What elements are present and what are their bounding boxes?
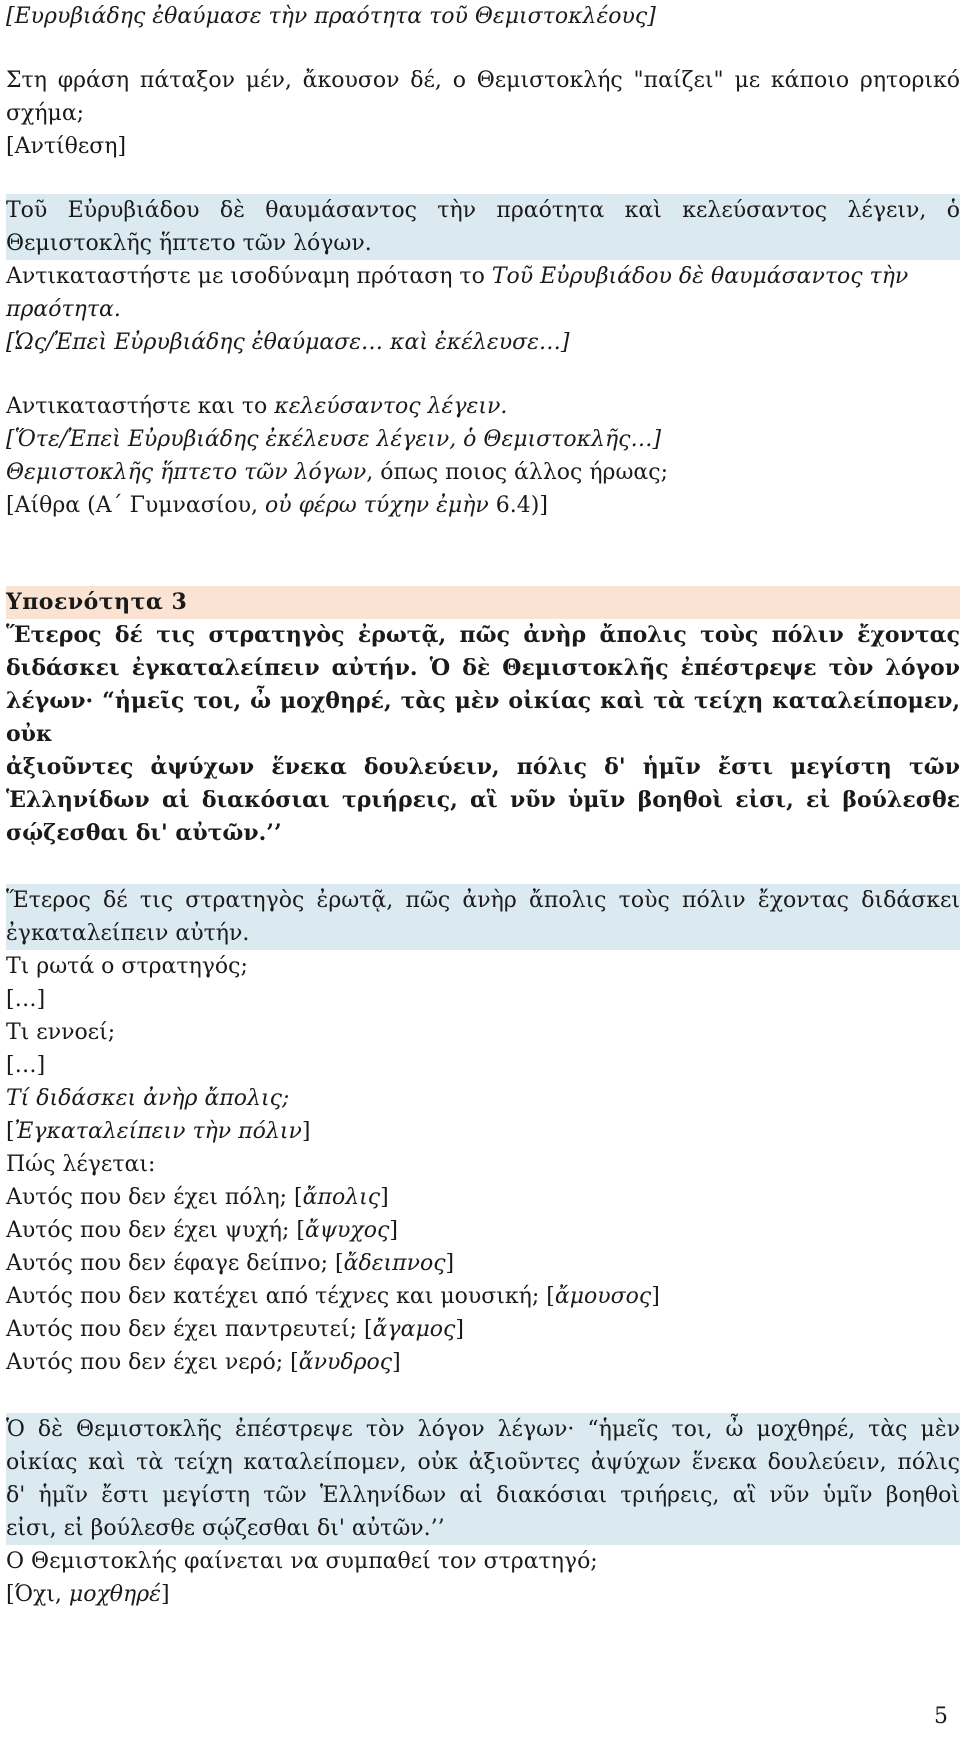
- answer-line: [Ευρυβιάδης ἐθαύμασε τὴν πραότητα τοῦ Θεμιστοκλέους]: [6, 4, 656, 29]
- source-text-block: [6, 884, 960, 950]
- source-line: Ἕτερος δέ τις στρατηγὸς ἐρωτᾷ, πῶς ἀνὴρ ἄπολις τοὺς πόλιν ἔχοντας διδάσκει: [6, 888, 960, 913]
- answer-line: […]: [6, 1053, 46, 1078]
- source-line: Θεμιστοκλῆς ἥπτετο τῶν λόγων.: [6, 231, 372, 256]
- list-item: Αυτός που δεν έχει ψυχή; [ἄψυχος]: [6, 1218, 398, 1243]
- question-line: Ο Θεμιστοκλής φαίνεται να συμπαθεί τον στρατηγό;: [6, 1549, 598, 1574]
- answer-line: [Ὡς/Ἐπεὶ Εὐρυβιάδης ἐθαύμασε… καὶ ἐκέλευσε…]: [6, 330, 570, 355]
- question-line: πραότητα.: [6, 297, 121, 322]
- question-line: Πώς λέγεται:: [6, 1152, 156, 1177]
- question-line: σχήμα;: [6, 101, 85, 126]
- list-item: Αυτός που δεν έχει νερό; [ἄνυδρος]: [6, 1350, 401, 1375]
- list-item: Αυτός που δεν έχει πόλη; [ἄπολις]: [6, 1185, 389, 1210]
- question-line: Αντικαταστήστε και το κελεύσαντος λέγειν.: [6, 394, 508, 419]
- source-line: οἰκίας καὶ τὰ τείχη καταλείπομεν, οὐκ ἀξιοῦντες ἀψύχων ἕνεκα δουλεύειν, πόλις: [6, 1450, 960, 1475]
- section-heading-bar: [6, 586, 960, 619]
- list-item: Αυτός που δεν κατέχει από τέχνες και μουσική; [ἄμουσος]: [6, 1284, 660, 1309]
- source-line: δ' ἡμῖν ἔστι μεγίστη τῶν Ἑλληνίδων αἱ διακόσιαι τριήρεις, αἳ νῦν ὑμῖν βοηθοὶ: [6, 1483, 960, 1508]
- answer-line: [Αντίθεση]: [6, 134, 127, 159]
- list-item: Αυτός που δεν έχει παντρευτεί; [ἄγαμος]: [6, 1317, 464, 1342]
- source-line: διδάσκει ἐγκαταλείπειν αὐτήν. Ὁ δὲ Θεμιστοκλῆς ἐπέστρεψε τὸν λόγον: [6, 655, 960, 681]
- page-number: 5: [934, 1704, 948, 1729]
- answer-line: [Όχι, μοχθηρέ]: [6, 1582, 170, 1607]
- question-line: Τι εννοεί;: [6, 1020, 116, 1045]
- question-line: Στη φράση πάταξον μέν, ἄκουσον δέ, ο Θεμιστοκλής "παίζει" με κάποιο ρητορικό: [6, 68, 960, 93]
- answer-line: [Ἐγκαταλείπειν τὴν πόλιν]: [6, 1119, 311, 1144]
- source-line: Ὁ δὲ Θεμιστοκλῆς ἐπέστρεψε τὸν λόγον λέγων· “ἡμεῖς τοι, ὦ μοχθηρέ, τὰς μὲν: [6, 1417, 960, 1442]
- source-line: ἀξιοῦντες ἀψύχων ἕνεκα δουλεύειν, πόλις δ' ἡμῖν ἔστι μεγίστη τῶν: [6, 754, 960, 780]
- bold-source-text: [6, 619, 960, 850]
- answer-line: [Ὅτε/Ἐπεὶ Εὐρυβιάδης ἐκέλευσε λέγειν, ὁ Θεμιστοκλῆς…]: [6, 427, 662, 452]
- list-item: Αυτός που δεν έφαγε δείπνο; [ἄδειπνος]: [6, 1251, 455, 1276]
- source-line: ἐγκαταλείπειν αὐτήν.: [6, 921, 250, 946]
- section-heading: Υποενότητα 3: [6, 589, 188, 615]
- source-text-block: [6, 194, 960, 260]
- answer-line: [Αίθρα (Α΄ Γυμνασίου, οὐ φέρω τύχην ἐμὴν 6.4)]: [6, 493, 548, 518]
- question-line: Τί διδάσκει ἀνὴρ ἄπολις;: [6, 1086, 290, 1111]
- source-line: Ἕτερος δέ τις στρατηγὸς ἐρωτᾷ, πῶς ἀνὴρ ἄπολις τοὺς πόλιν ἔχοντας: [6, 622, 960, 648]
- question-line: Θεμιστοκλῆς ἥπτετο τῶν λόγων, όπως ποιος άλλος ήρωας;: [6, 460, 668, 485]
- source-line: λέγων· “ἡμεῖς τοι, ὦ μοχθηρέ, τὰς μὲν οἰκίας καὶ τὰ τείχη καταλείπομεν, οὐκ: [6, 688, 960, 747]
- answer-line: […]: [6, 987, 46, 1012]
- source-line: εἰσι, εἰ βούλεσθε σῴζεσθαι δι' αὐτῶν.’’: [6, 1516, 445, 1541]
- question-line: Αντικαταστήστε με ισοδύναμη πρόταση το Τοῦ Εὐρυβιάδου δὲ θαυμάσαντος τὴν: [6, 264, 909, 289]
- source-line: σῴζεσθαι δι' αὐτῶν.’’: [6, 820, 282, 846]
- source-line: Ἑλληνίδων αἱ διακόσιαι τριήρεις, αἳ νῦν ὑμῖν βοηθοὶ εἰσι, εἰ βούλεσθε: [6, 787, 960, 813]
- question-line: Τι ρωτά ο στρατηγός;: [6, 954, 248, 979]
- document-page: [6, 0, 960, 1611]
- source-line: Τοῦ Εὐρυβιάδου δὲ θαυμάσαντος τὴν πραότητα καὶ κελεύσαντος λέγειν, ὁ: [6, 198, 960, 223]
- source-text-block: [6, 1413, 960, 1545]
